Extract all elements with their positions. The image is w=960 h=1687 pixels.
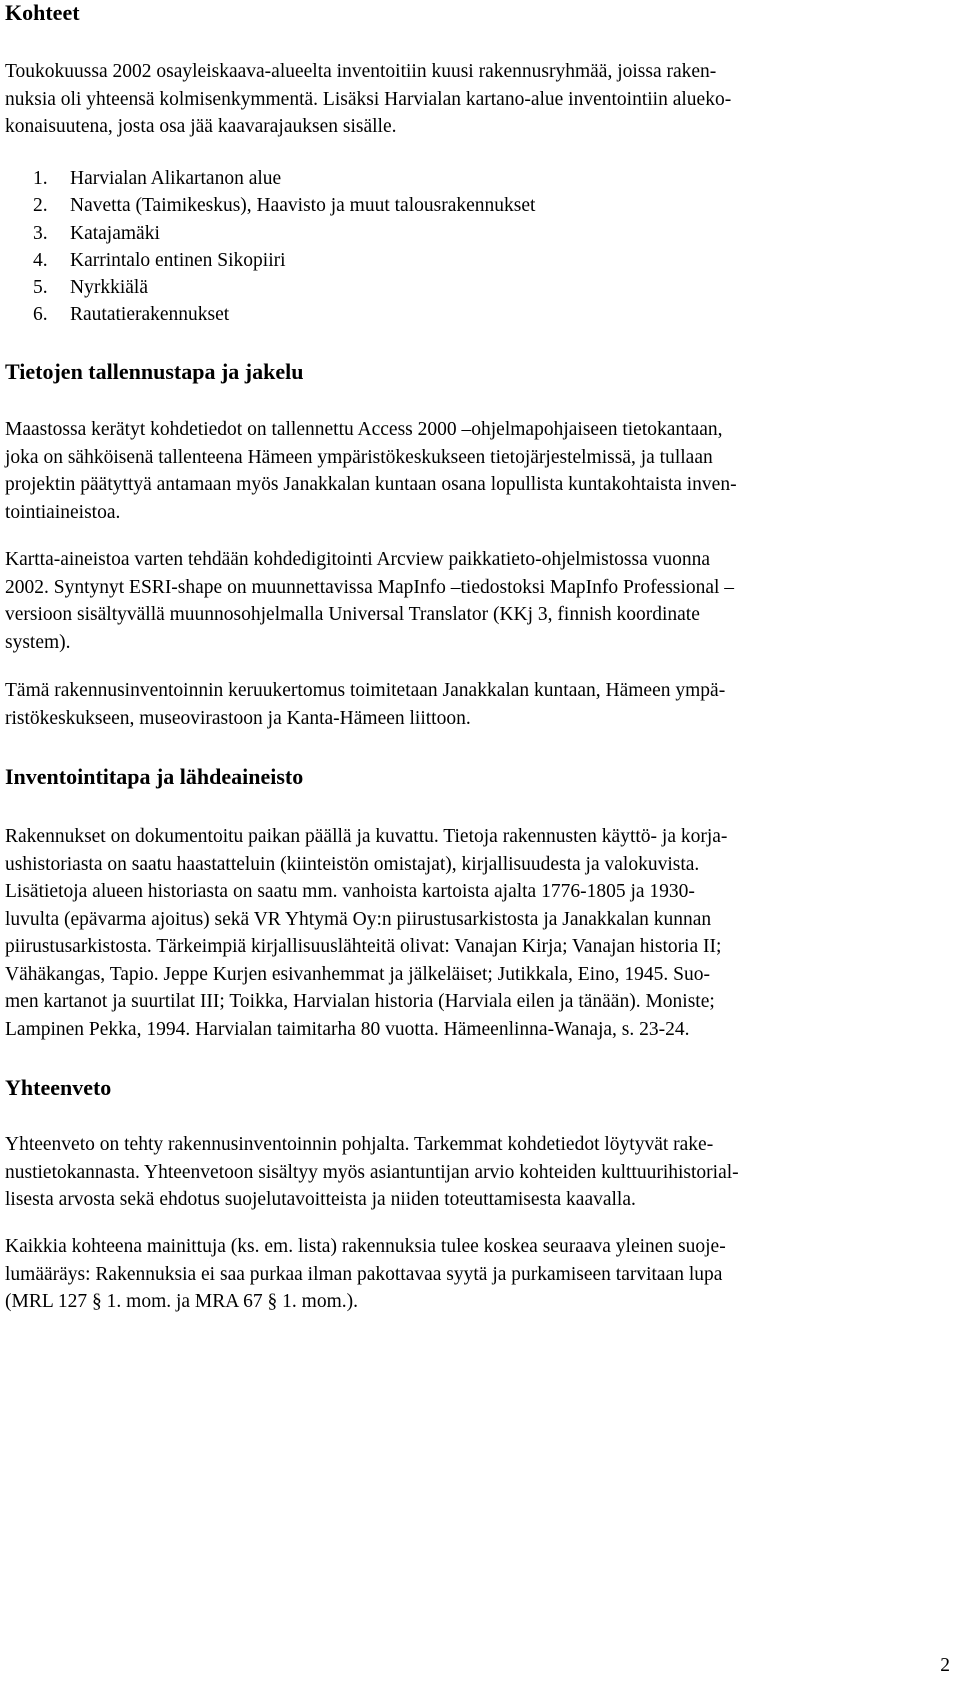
text-line: (MRL 127 § 1. mom. ja MRA 67 § 1. mom.). [5, 1291, 358, 1312]
text-line: Kaikkia kohteena mainittuja (ks. em. lista) rakennuksia tulee koskea seuraava yleinen suoje- [5, 1236, 726, 1257]
yhteenveto-paragraph-1 [5, 1131, 739, 1214]
text-line: nuksia oli yhteensä kolmisenkymmentä. Lisäksi Harvialan kartano-alue inventointiin alueko- [5, 88, 732, 110]
text-line: system). [5, 631, 71, 653]
text-line: ushistoriasta on saatu haastatteluin (kiinteistön omistajat), kirjallisuudesta ja valokuvista. [5, 853, 700, 875]
text-line: Lisätietoja alueen historiasta on saatu mm. vanhoista kartoista ajalta 1776-1805 ja 1930- [5, 881, 695, 902]
text-line: Lampinen Pekka, 1994. Harvialan taimitarha 80 vuotta. Hämeenlinna-Wanaja, s. 23-24. [5, 1018, 690, 1040]
list-item-text: Navetta (Taimikeskus), Haavisto ja muut talousrakennukset [70, 195, 536, 217]
section-heading-inventointitapa: Inventointitapa ja lähdeaineisto [5, 764, 304, 789]
list-item [5, 247, 535, 274]
text-line: lumääräys: Rakennuksia ei saa purkaa ilman pakottavaa syytä ja purkamiseen tarvitaan lupa [5, 1263, 723, 1285]
list-item-text: Harvialan Alikartanon alue [70, 168, 282, 189]
text-line: men kartanot ja suurtilat III; Toikka, Harvialan historia (Harviala eilen ja tänään). Moniste; [5, 991, 715, 1012]
text-line: versioon sisältyvällä muunnosohjelmalla Universal Translator (KKj 3, finnish koordinate [5, 604, 700, 625]
text-line: joka on sähköisenä tallenteena Hämeen ympäristökeskukseen tietojärjestelmissä, ja tullaan [5, 446, 713, 468]
list-item-number: 4. [33, 249, 48, 271]
list-item-number: 5. [33, 277, 48, 299]
text-line: projektin päätyttyä antamaan myös Janakkalan kuntaan osana lopullista kuntakohtaista inven- [5, 474, 737, 495]
list-item [5, 192, 535, 219]
section-heading-tietojen: Tietojen tallennustapa ja jakelu [5, 359, 304, 384]
text-line: tointiaineistoa. [5, 501, 121, 523]
tietojen-paragraph-3 [5, 677, 725, 732]
kohteet-list [5, 165, 535, 329]
list-item-number: 2. [33, 195, 48, 217]
text-line: ristökeskukseen, museovirastoon ja Kanta-Hämeen liittoon. [5, 707, 471, 729]
list-item [5, 274, 535, 301]
list-item-text: Karrintalo entinen Sikopiiri [70, 249, 286, 271]
text-line: Maastossa kerätyt kohdetiedot on tallennettu Access 2000 –ohjelmapohjaiseen tietokantaan, [5, 419, 723, 440]
tietojen-paragraph-1 [5, 416, 737, 526]
list-item [5, 165, 535, 192]
section-heading-kohteet: Kohteet [5, 0, 80, 25]
page-number: 2 [940, 1655, 950, 1676]
list-item-text: Nyrkkiälä [70, 277, 148, 299]
text-line: Tämä rakennusinventoinnin keruukertomus toimitetaan Janakkalan kuntaan, Hämeen ympä- [5, 680, 726, 701]
tietojen-paragraph-2 [5, 546, 734, 656]
text-line: Rakennukset on dokumentoitu paikan päällä ja kuvattu. Tietoja rakennusten käyttö- ja korja- [5, 826, 728, 847]
text-line: lisesta arvosta sekä ehdotus suojelutavoitteista ja niiden toteuttamisesta kaavalla. [5, 1189, 636, 1210]
text-line: nustietokannasta. Yhteenvetoon sisältyy myös asiantuntijan arvio kohteiden kulttuurihistorial- [5, 1161, 739, 1183]
yhteenveto-paragraph-2 [5, 1233, 726, 1316]
text-line: piirustusarkistosta. Tärkeimpiä kirjallisuuslähteitä olivat: Vanajan Kirja; Vanajan historia II; [5, 936, 722, 957]
list-item-text: Katajamäki [70, 222, 160, 244]
text-line: luvulta (epävarma ajoitus) sekä VR Yhtymä Oy:n piirustusarkistosta ja Janakkalan kunnan [5, 908, 712, 930]
text-line: Vähäkangas, Tapio. Jeppe Kurjen esivanhemmat ja jälkeläiset; Jutikkala, Eino, 1945. Suo- [5, 963, 710, 985]
list-item-number: 3. [33, 222, 48, 244]
text-line: 2002. Syntynyt ESRI-shape on muunnettavissa MapInfo –tiedostoksi MapInfo Professional – [5, 576, 735, 598]
list-item-number: 1. [33, 168, 48, 189]
inventointitapa-paragraph [5, 823, 727, 1043]
text-line: konaisuutena, josta osa jää kaavarajauksen sisälle. [5, 116, 397, 137]
list-item-text: Rautatierakennukset [70, 304, 230, 326]
kohteet-intro-paragraph [5, 58, 731, 141]
list-item [5, 220, 535, 247]
list-item [5, 301, 535, 328]
text-line: Toukokuussa 2002 osayleiskaava-alueelta inventoitiin kuusi rakennusryhmää, joissa raken- [5, 61, 717, 82]
text-line: Kartta-aineistoa varten tehdään kohdedigitointi Arcview paikkatieto-ohjelmistossa vuonna [5, 549, 711, 570]
list-item-number: 6. [33, 304, 48, 326]
section-heading-yhteenveto: Yhteenveto [5, 1075, 112, 1100]
text-line: Yhteenveto on tehty rakennusinventoinnin pohjalta. Tarkemmat kohdetiedot löytyvät rake- [5, 1134, 714, 1155]
